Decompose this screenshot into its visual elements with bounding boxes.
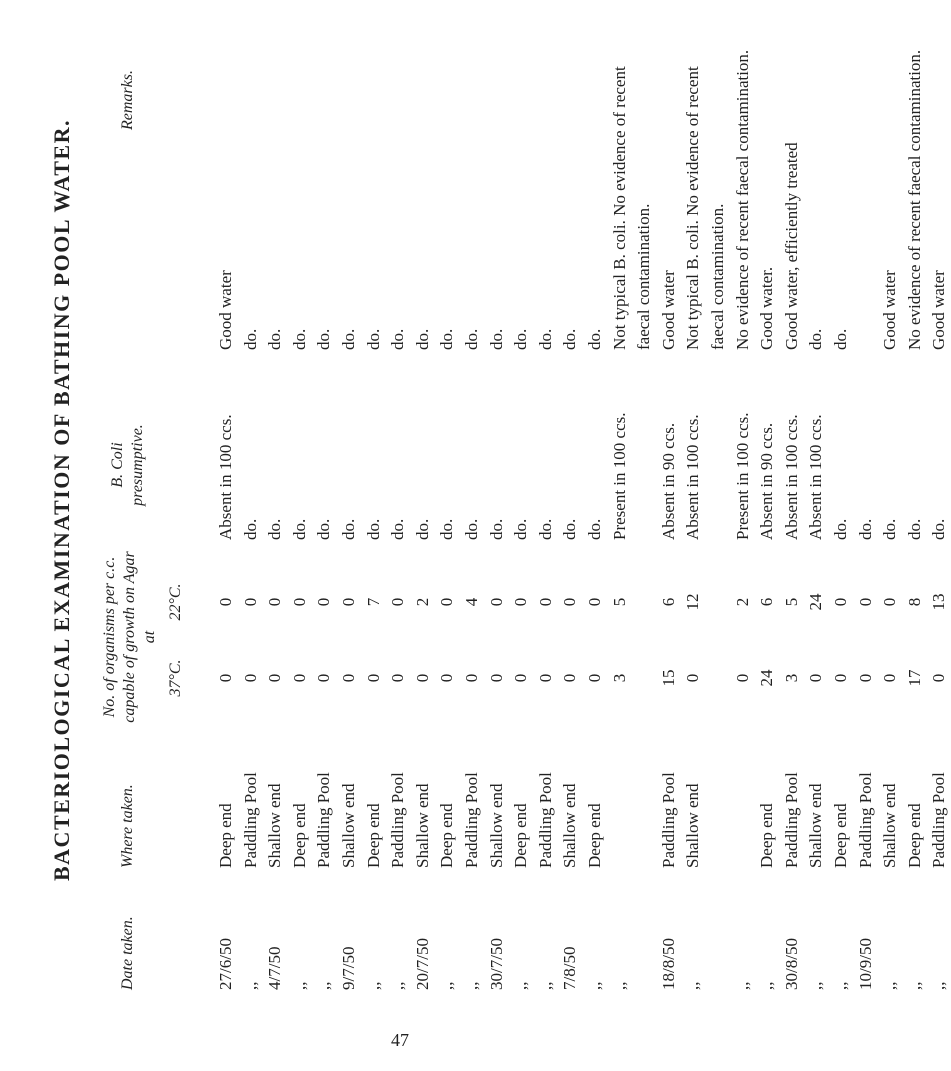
location-cell: Paddling Pool — [240, 772, 260, 868]
table-row — [657, 0, 681, 1000]
remarks-cell: faecal contamination. — [634, 203, 654, 350]
header-37c: 37°C. — [167, 659, 184, 697]
count-22c-cell: 0 — [240, 597, 260, 607]
remarks-cell: do. — [437, 328, 457, 350]
table-row — [435, 0, 459, 1000]
date-cell: 27/6/50 — [216, 938, 235, 990]
remarks-cell: faecal contamination. — [708, 203, 727, 350]
table-row — [337, 0, 361, 1000]
count-22c-cell: 0 — [831, 597, 850, 607]
remarks-cell: do. — [265, 328, 285, 350]
location-cell: Deep end — [585, 803, 604, 868]
date-cell: 7/8/50 — [560, 946, 580, 990]
count-22c-cell: 0 — [289, 597, 309, 607]
location-cell: Shallow end — [412, 783, 432, 868]
location-cell: Deep end — [511, 803, 531, 868]
header-organisms-line1: No. of organisms per c.c. — [101, 556, 118, 718]
remarks-cell: do. — [289, 328, 309, 350]
location-cell: Deep end — [289, 803, 309, 868]
table-row — [386, 0, 410, 1000]
bcoli-cell: do. — [462, 518, 481, 540]
rotated-page — [40, 0, 949, 1000]
date-cell: ,, — [462, 981, 481, 990]
location-cell: Paddling Pool — [855, 772, 875, 868]
count-22c-cell: 4 — [462, 597, 481, 607]
bcoli-cell: do. — [831, 518, 850, 540]
location-cell: Deep end — [363, 803, 383, 868]
table-row — [731, 0, 755, 1000]
count-22c-cell: 0 — [339, 597, 358, 607]
count-22c-cell: 0 — [437, 597, 457, 607]
bcoli-cell: do. — [486, 518, 506, 540]
header-remarks: Remarks. — [119, 70, 136, 130]
count-22c-cell: 2 — [412, 597, 432, 607]
remarks-cell: do. — [585, 328, 604, 350]
table-row — [804, 0, 828, 1000]
location-cell — [706, 718, 730, 868]
bcoli-cell: do. — [289, 518, 309, 540]
location-cell: Shallow end — [806, 783, 826, 868]
table-row — [854, 0, 878, 1000]
location-cell: Deep end — [831, 803, 850, 868]
remarks-cell: do. — [535, 328, 555, 350]
table-row — [878, 0, 902, 1000]
page-number: 47 — [391, 1030, 409, 1050]
bcoli-cell: do. — [585, 518, 604, 540]
header-organisms-line2: capable of growth on Agar — [121, 551, 138, 723]
date-cell: 4/7/50 — [265, 946, 285, 990]
table-row — [362, 0, 386, 1000]
header-where: Where taken. — [119, 784, 136, 868]
bcoli-cell: Present in 100 ccs. — [609, 412, 629, 540]
location-cell: Shallow end — [560, 783, 580, 868]
date-cell: ,, — [757, 981, 777, 990]
remarks-cell: do. — [806, 328, 826, 350]
bcoli-cell: do. — [265, 518, 285, 540]
location-cell: Shallow end — [265, 783, 285, 868]
date-cell: ,, — [511, 981, 531, 990]
bcoli-cell: Absent in 100 ccs. — [806, 414, 826, 540]
remarks-cell: do. — [831, 328, 850, 350]
count-37c-cell: 0 — [683, 673, 703, 683]
count-22c-cell: 13 — [929, 593, 949, 611]
table-row — [755, 0, 779, 1000]
table-row — [829, 0, 853, 1000]
location-cell: Paddling Pool — [314, 772, 334, 868]
location-cell: Paddling Pool — [929, 772, 949, 868]
date-cell: ,, — [437, 981, 457, 990]
bcoli-cell: do. — [560, 518, 580, 540]
table-row — [312, 0, 336, 1000]
location-cell: Paddling Pool — [462, 772, 481, 868]
bcoli-cell: do. — [511, 518, 531, 540]
date-cell: ,, — [314, 981, 334, 990]
table-row — [239, 0, 263, 1000]
count-37c-cell: 3 — [609, 673, 629, 683]
location-cell: Deep end — [437, 803, 457, 868]
count-37c-cell: 15 — [658, 669, 678, 687]
header-coli-line2: presumptive. — [129, 424, 146, 506]
count-37c-cell: 0 — [216, 673, 235, 683]
location-cell: Paddling Pool — [658, 772, 678, 868]
count-37c-cell: 0 — [929, 673, 949, 683]
count-37c-cell: 0 — [585, 673, 604, 683]
bcoli-cell: Absent in 90 ccs. — [658, 422, 678, 540]
remarks-cell: No evidence of recent faecal contamination. — [732, 49, 752, 350]
remarks-cell: do. — [486, 328, 506, 350]
count-22c-cell: 5 — [781, 597, 801, 607]
count-37c-cell: 0 — [462, 673, 481, 683]
count-22c-cell: 0 — [511, 597, 531, 607]
count-37c-cell: 0 — [535, 673, 555, 683]
bcoli-cell: do. — [339, 518, 358, 540]
table-row — [534, 0, 558, 1000]
date-cell: 9/7/50 — [339, 946, 358, 990]
table-row — [706, 0, 730, 1000]
count-22c-cell: 0 — [535, 597, 555, 607]
count-22c-cell — [632, 582, 656, 622]
table-row — [288, 0, 312, 1000]
date-cell: ,, — [806, 981, 826, 990]
count-37c-cell: 0 — [855, 673, 875, 683]
location-cell: Shallow end — [683, 783, 703, 868]
count-37c-cell: 0 — [511, 673, 531, 683]
remarks-cell: do. — [412, 328, 432, 350]
remarks-cell: Good water — [929, 270, 949, 350]
remarks-cell: do. — [363, 328, 383, 350]
date-cell — [706, 900, 730, 990]
count-22c-cell: 0 — [216, 597, 235, 607]
remarks-cell: No evidence of recent faecal contamination. — [904, 49, 924, 350]
table-row — [411, 0, 435, 1000]
remarks-cell: do. — [462, 328, 481, 350]
table-row — [509, 0, 533, 1000]
count-22c-cell: 7 — [363, 597, 383, 607]
bcoli-cell: do. — [929, 518, 949, 540]
date-cell: ,, — [363, 981, 383, 990]
bcoli-cell: do. — [412, 518, 432, 540]
table-row — [214, 0, 238, 1000]
count-37c-cell: 0 — [437, 673, 457, 683]
bcoli-cell: do. — [314, 518, 334, 540]
remarks-cell — [854, 10, 878, 350]
date-cell: ,, — [535, 981, 555, 990]
count-22c-cell: 2 — [732, 597, 752, 607]
bcoli-cell: do. — [535, 518, 555, 540]
table-row — [263, 0, 287, 1000]
date-cell: ,, — [683, 981, 703, 990]
location-cell — [632, 718, 656, 868]
header-coli-line1: B. Coli — [109, 442, 126, 488]
date-cell: 30/7/50 — [486, 938, 506, 990]
remarks-cell: Good water, efficiently treated — [781, 142, 801, 350]
count-37c-cell: 0 — [486, 673, 506, 683]
remarks-cell: Good water. — [757, 266, 777, 350]
location-cell: Shallow end — [880, 783, 900, 868]
table-row — [927, 0, 951, 1000]
table-row — [903, 0, 927, 1000]
remarks-cell: Good water — [216, 270, 235, 350]
bcoli-cell: do. — [904, 518, 924, 540]
remarks-cell: Not typical B. coli. No evidence of recent — [609, 66, 629, 350]
location-cell: Deep end — [216, 803, 235, 868]
table-row — [583, 0, 607, 1000]
date-cell: ,, — [831, 981, 850, 990]
count-22c-cell: 12 — [683, 593, 703, 611]
bcoli-cell: Absent in 100 ccs. — [781, 414, 801, 540]
remarks-cell: Not typical B. coli. No evidence of recent — [683, 66, 703, 350]
count-37c-cell: 0 — [363, 673, 383, 683]
count-37c-cell: 0 — [732, 673, 752, 683]
count-37c-cell — [706, 658, 730, 698]
count-37c-cell: 0 — [412, 673, 432, 683]
location-cell: Paddling Pool — [388, 772, 408, 868]
table-row — [485, 0, 509, 1000]
date-cell: 10/9/50 — [855, 938, 875, 990]
header-22c: 22°C. — [167, 583, 184, 621]
remarks-cell: do. — [511, 328, 531, 350]
count-22c-cell: 0 — [855, 597, 875, 607]
date-cell: ,, — [904, 981, 924, 990]
table-row — [460, 0, 484, 1000]
date-cell: 30/8/50 — [781, 938, 801, 990]
date-cell: ,, — [880, 981, 900, 990]
location-cell: Paddling Pool — [781, 772, 801, 868]
location-cell: Paddling Pool — [535, 772, 555, 868]
count-22c-cell: 0 — [388, 597, 408, 607]
bcoli-cell — [706, 365, 730, 540]
header-organisms-line3: at — [141, 630, 158, 644]
count-37c-cell: 0 — [265, 673, 285, 683]
location-cell: Shallow end — [486, 783, 506, 868]
table-row — [632, 0, 656, 1000]
bcoli-cell: do. — [240, 518, 260, 540]
bcoli-cell: Absent in 100 ccs. — [216, 414, 235, 540]
count-37c-cell — [632, 658, 656, 698]
location-cell — [608, 718, 632, 868]
date-cell: ,, — [240, 981, 260, 990]
date-cell: ,, — [929, 981, 949, 990]
date-cell: ,, — [732, 981, 752, 990]
bcoli-cell: Absent in 90 ccs. — [757, 422, 777, 540]
count-22c-cell: 6 — [658, 597, 678, 607]
count-37c-cell: 0 — [314, 673, 334, 683]
location-cell: Shallow end — [339, 783, 358, 868]
date-cell — [632, 900, 656, 990]
date-cell: ,, — [289, 981, 309, 990]
bcoli-cell: Present in 100 ccs. — [732, 412, 752, 540]
date-cell: ,, — [388, 981, 408, 990]
count-22c-cell: 0 — [486, 597, 506, 607]
date-cell: 18/8/50 — [658, 938, 678, 990]
count-37c-cell: 0 — [880, 673, 900, 683]
bcoli-cell: do. — [363, 518, 383, 540]
bcoli-cell: do. — [880, 518, 900, 540]
count-22c-cell: 5 — [609, 597, 629, 607]
page-title: BACTERIOLOGICAL EXAMINATION OF BATHING POOL WATER. — [49, 119, 74, 881]
date-cell: ,, — [585, 981, 604, 990]
count-22c-cell: 6 — [757, 597, 777, 607]
count-22c-cell: 24 — [806, 593, 826, 611]
count-22c-cell: 0 — [314, 597, 334, 607]
bcoli-cell: do. — [388, 518, 408, 540]
header-date: Date taken. — [119, 916, 136, 990]
count-22c-cell: 0 — [265, 597, 285, 607]
table-row — [681, 0, 705, 1000]
table-row — [608, 0, 632, 1000]
bcoli-cell — [632, 365, 656, 540]
bcoli-cell: do. — [437, 518, 457, 540]
remarks-cell: Good water — [658, 270, 678, 350]
count-37c-cell: 3 — [781, 673, 801, 683]
location-cell: Deep end — [904, 803, 924, 868]
location-cell — [731, 718, 755, 868]
remarks-cell: do. — [314, 328, 334, 350]
count-37c-cell: 0 — [339, 673, 358, 683]
date-cell: 20/7/50 — [412, 938, 432, 990]
remarks-cell: do. — [560, 328, 580, 350]
remarks-cell: do. — [388, 328, 408, 350]
count-37c-cell: 24 — [757, 669, 777, 687]
count-22c-cell: 0 — [585, 597, 604, 607]
count-37c-cell: 0 — [831, 673, 850, 683]
remarks-cell: do. — [240, 328, 260, 350]
count-37c-cell: 0 — [289, 673, 309, 683]
count-22c-cell: 0 — [880, 597, 900, 607]
remarks-cell: Good water — [880, 270, 900, 350]
location-cell: Deep end — [757, 803, 777, 868]
count-22c-cell: 8 — [904, 597, 924, 607]
count-37c-cell: 0 — [806, 673, 826, 683]
count-37c-cell: 17 — [904, 669, 924, 687]
count-37c-cell: 0 — [240, 673, 260, 683]
count-22c-cell: 0 — [560, 597, 580, 607]
bcoli-cell: do. — [855, 518, 875, 540]
table-row — [558, 0, 582, 1000]
date-cell: ,, — [609, 981, 629, 990]
count-37c-cell: 0 — [388, 673, 408, 683]
count-37c-cell: 0 — [560, 673, 580, 683]
count-22c-cell — [706, 582, 730, 622]
table-row — [780, 0, 804, 1000]
remarks-cell: do. — [339, 328, 358, 350]
bcoli-cell: Absent in 100 ccs. — [683, 414, 703, 540]
